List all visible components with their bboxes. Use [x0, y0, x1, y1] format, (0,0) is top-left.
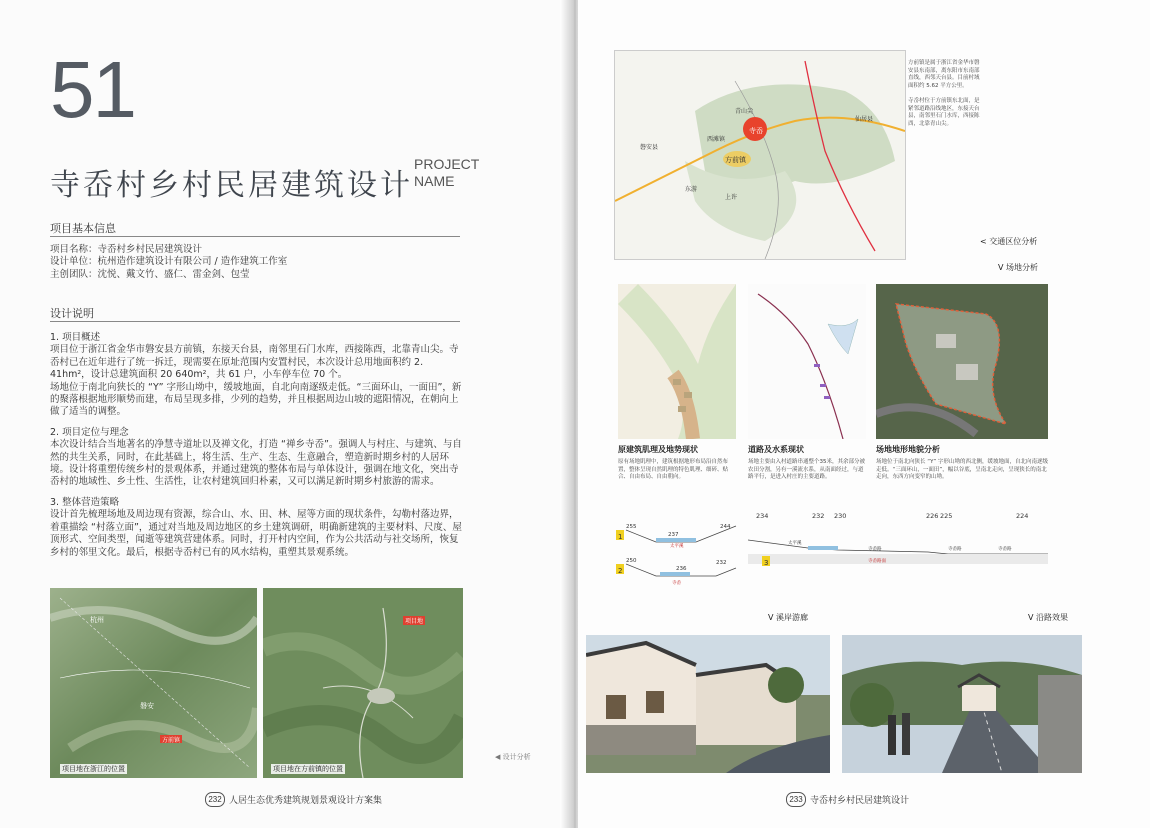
- site-analysis-label: V 场地分析: [998, 263, 1039, 272]
- analysis-title: 原建筑肌理及地势现状: [618, 445, 698, 454]
- footer-chapter-title: 寺岙村乡村民居建筑设计: [810, 796, 910, 806]
- satellite-photo-zhejiang: [50, 588, 257, 778]
- terrain-map: [876, 284, 1048, 439]
- right-footer: [786, 792, 909, 807]
- basic-info-lines: [50, 244, 470, 281]
- margin-note: ◀ 设计分析: [495, 753, 531, 761]
- section-value: 232: [716, 560, 727, 566]
- info-line: 项目名称：寺岙村乡村民居建筑设计: [50, 244, 203, 255]
- project-label-line1: PROJECT: [414, 156, 480, 172]
- basic-info-heading: 项目基本信息: [50, 222, 116, 235]
- traffic-location-map: [614, 50, 906, 260]
- map-note: [908, 60, 980, 128]
- design-sub-heading: 2. 项目定位与理念: [50, 426, 129, 438]
- section-tag: 寺岙: [672, 581, 681, 586]
- satellite-photo-fangqian: [263, 588, 463, 778]
- road-water-map: [748, 284, 866, 439]
- info-line: 设计单位：杭州造作建筑设计有限公司 / 造作建筑工作室: [50, 256, 288, 268]
- analysis-text: 场地位于南北向狭长 “Y” 字形山坳的西北侧，缓坡地面，自北向南逐级走低。“三面环山，一面田”，幅以谷底，呈南北走向，呈现狭长的南北走向，东西方向变窄的山坳。: [876, 459, 1048, 480]
- divider: [50, 236, 460, 237]
- location-map-image: [615, 51, 905, 259]
- design-paragraph: 场地位于南北向狭长的 “Y” 字形山坳中，缓坡地面，自北向南逐级走低。“三面环山，一面田”，新的聚落根据地形顺势而建，布局呈现多排，少列的趋势，并且根据周边山坡的遮阳情况，在朝向上做了适当的调整。: [50, 381, 462, 418]
- section-num: 3: [764, 559, 769, 567]
- map-tag: 项目地: [405, 618, 424, 625]
- section-value: 244: [720, 524, 731, 530]
- section-diagrams-small: [616, 520, 738, 590]
- map-note-para: 寺岙村位于方前镇东北面，是紧邻道路沿线地区，东接天台县，南邻里石门水库，西接陈酉，北靠青山尖。: [908, 98, 980, 127]
- section-value: 234: [756, 512, 769, 520]
- section-value: 224: [1016, 512, 1029, 520]
- photo-caption: 项目地在方前镇的位置: [273, 765, 343, 773]
- divider: [50, 321, 460, 322]
- right-page: [578, 0, 1150, 828]
- satellite-image-2: [263, 588, 463, 778]
- map-place: 东游: [685, 186, 698, 193]
- project-name-label: [414, 156, 479, 190]
- satellite-image-1: [50, 588, 257, 778]
- section-value: 250: [626, 558, 637, 564]
- building-texture-image: [618, 284, 736, 439]
- analysis-text: 原有场地肌理中，建筑根据地形布局沿自然布置，整体呈现自然肌理的特色肌理、细碎、贴合、自由布局、自由朝向。: [618, 459, 729, 480]
- footer-page-number: 232: [205, 792, 225, 807]
- map-place: 磐安县: [640, 144, 659, 151]
- info-line: 主创团队：沈悦、戴文竹、盛仁、雷金剑、包莹: [50, 268, 250, 280]
- section-value: 236: [676, 566, 687, 572]
- design-paragraph: 本次设计结合当地著名的净慧寺道址以及禅文化，打造 “禅乡寺岙”。强调人与村庄、与建筑、与自然的共生关系，同时，在此基础上，将生活、生产、生态、生意融合，塑造新时期乡村的人居环境。设计将重塑传统乡村的景观体系，并通过建筑的整体布局与单体设计，强调在地文化，突出寺岙村的地域性、乡土性、生活性，让农村建筑回归朴素，又可以满足新时期乡村旅游的需求。: [50, 439, 462, 488]
- section-tag: 寺岙路: [998, 547, 1012, 552]
- analysis-title: 场地地形地貌分析: [876, 445, 940, 454]
- section-tag: 寺岙路: [868, 547, 882, 552]
- section-tag: 太平溪: [788, 541, 802, 546]
- section-num: 2: [618, 567, 623, 575]
- render-road-effect: [842, 635, 1082, 773]
- page-title: 寺岙村乡村民居建筑设计: [50, 168, 413, 203]
- analysis-block-1: [618, 444, 736, 482]
- analysis-block-3: [876, 444, 1048, 482]
- section-tag: 寺岙路: [948, 547, 962, 552]
- design-sub-heading: 3. 整体营造策略: [50, 496, 120, 508]
- map-place: 青山尖: [735, 108, 754, 115]
- section-value: 255: [626, 524, 637, 530]
- section-value: 225: [940, 512, 953, 520]
- footer-book-title: 人居生态优秀建筑规划景观设计方案集: [229, 796, 383, 806]
- design-heading: 设计说明: [50, 307, 94, 320]
- map-tag: 杭州: [90, 616, 104, 624]
- render-road-image: [842, 635, 1082, 773]
- section-tag: 寺岙路面: [868, 559, 886, 564]
- design-text: [50, 332, 462, 559]
- map-place: 寺岙: [749, 127, 763, 135]
- map-note-para: 方前镇是属于浙江省金华市磐安县东南部，离东阳市东南部直线，西邻天台县。目前村域面积约 5.62 平方公里。: [908, 60, 980, 89]
- map-place: 仙居县: [855, 116, 874, 123]
- map-place: 上许: [725, 194, 738, 201]
- road-water-image: [748, 284, 866, 439]
- section-diagram-long: [748, 510, 1048, 572]
- section-value: 230: [834, 512, 847, 520]
- design-paragraph: 设计首先梳理场地及周边现有资源，综合山、水、田、林、屋等方面的现状条件，勾勒村落边界，着重描绘 “村落立面”，通过对当地及周边地区的乡土建筑调研，明确新建筑的主要材料、尺度、屋顶形式、空间类型，闻逝等建筑营建体系。同时，打开村内空间，作为公共活动与社交场所，恢复乡村的邻里文化。最后，根据寺岙村已有的风水结构，重塑其景观系统。: [50, 509, 462, 558]
- map-tag: 方前镇: [162, 737, 181, 744]
- analysis-title: 道路及水系现状: [748, 445, 804, 454]
- section-small-svg: [616, 520, 738, 590]
- section-value: 226: [926, 512, 939, 520]
- section-long-svg: [748, 510, 1048, 572]
- render-creek-image: [586, 635, 830, 773]
- design-paragraph: 项目位于浙江省金华市磐安县方前镇，东接天台县，南邻里石门水库，西接陈酉，北靠青山尖。寺岙村已在近年进行了统一拆迁，现需要在原址范围内安置村民，本次设计总用地面积约 2. 41hm²，设计总建筑面积 20 640m²，共 61 户，小车停车位 70 个。: [50, 344, 459, 381]
- render-creek-corridor: [586, 635, 830, 773]
- analysis-text: 场地主要由入村道路串通整个35米，其余部分被农田分割，另有一溪流水系，从南面经过，与道路平行，是进入村庄的主要道路。: [748, 459, 866, 480]
- section-num: 1: [618, 533, 623, 541]
- design-sub-heading: 1. 项目概述: [50, 332, 101, 343]
- analysis-block-2: [748, 444, 866, 482]
- render-label-road: V 沿路效果: [1028, 613, 1069, 622]
- left-footer: [205, 792, 382, 807]
- section-value: 232: [812, 512, 825, 520]
- page-number-large: 51: [50, 45, 135, 134]
- photo-caption: 项目地在浙江的位置: [62, 765, 125, 773]
- map-place: 方前镇: [725, 156, 746, 164]
- render-label-creek: V 溪岸游廊: [768, 613, 809, 622]
- building-texture-map: [618, 284, 736, 439]
- section-value: 237: [668, 532, 679, 538]
- traffic-analysis-label: < 交通区位分析: [980, 237, 1038, 246]
- footer-page-number: 233: [786, 792, 806, 807]
- left-page: [0, 0, 572, 828]
- map-tag: 磐安: [140, 702, 154, 710]
- project-label-line2: NAME: [414, 173, 455, 189]
- terrain-image: [876, 284, 1048, 439]
- section-tag: 太平溪: [670, 544, 684, 549]
- map-place: 西滩镇: [707, 136, 726, 143]
